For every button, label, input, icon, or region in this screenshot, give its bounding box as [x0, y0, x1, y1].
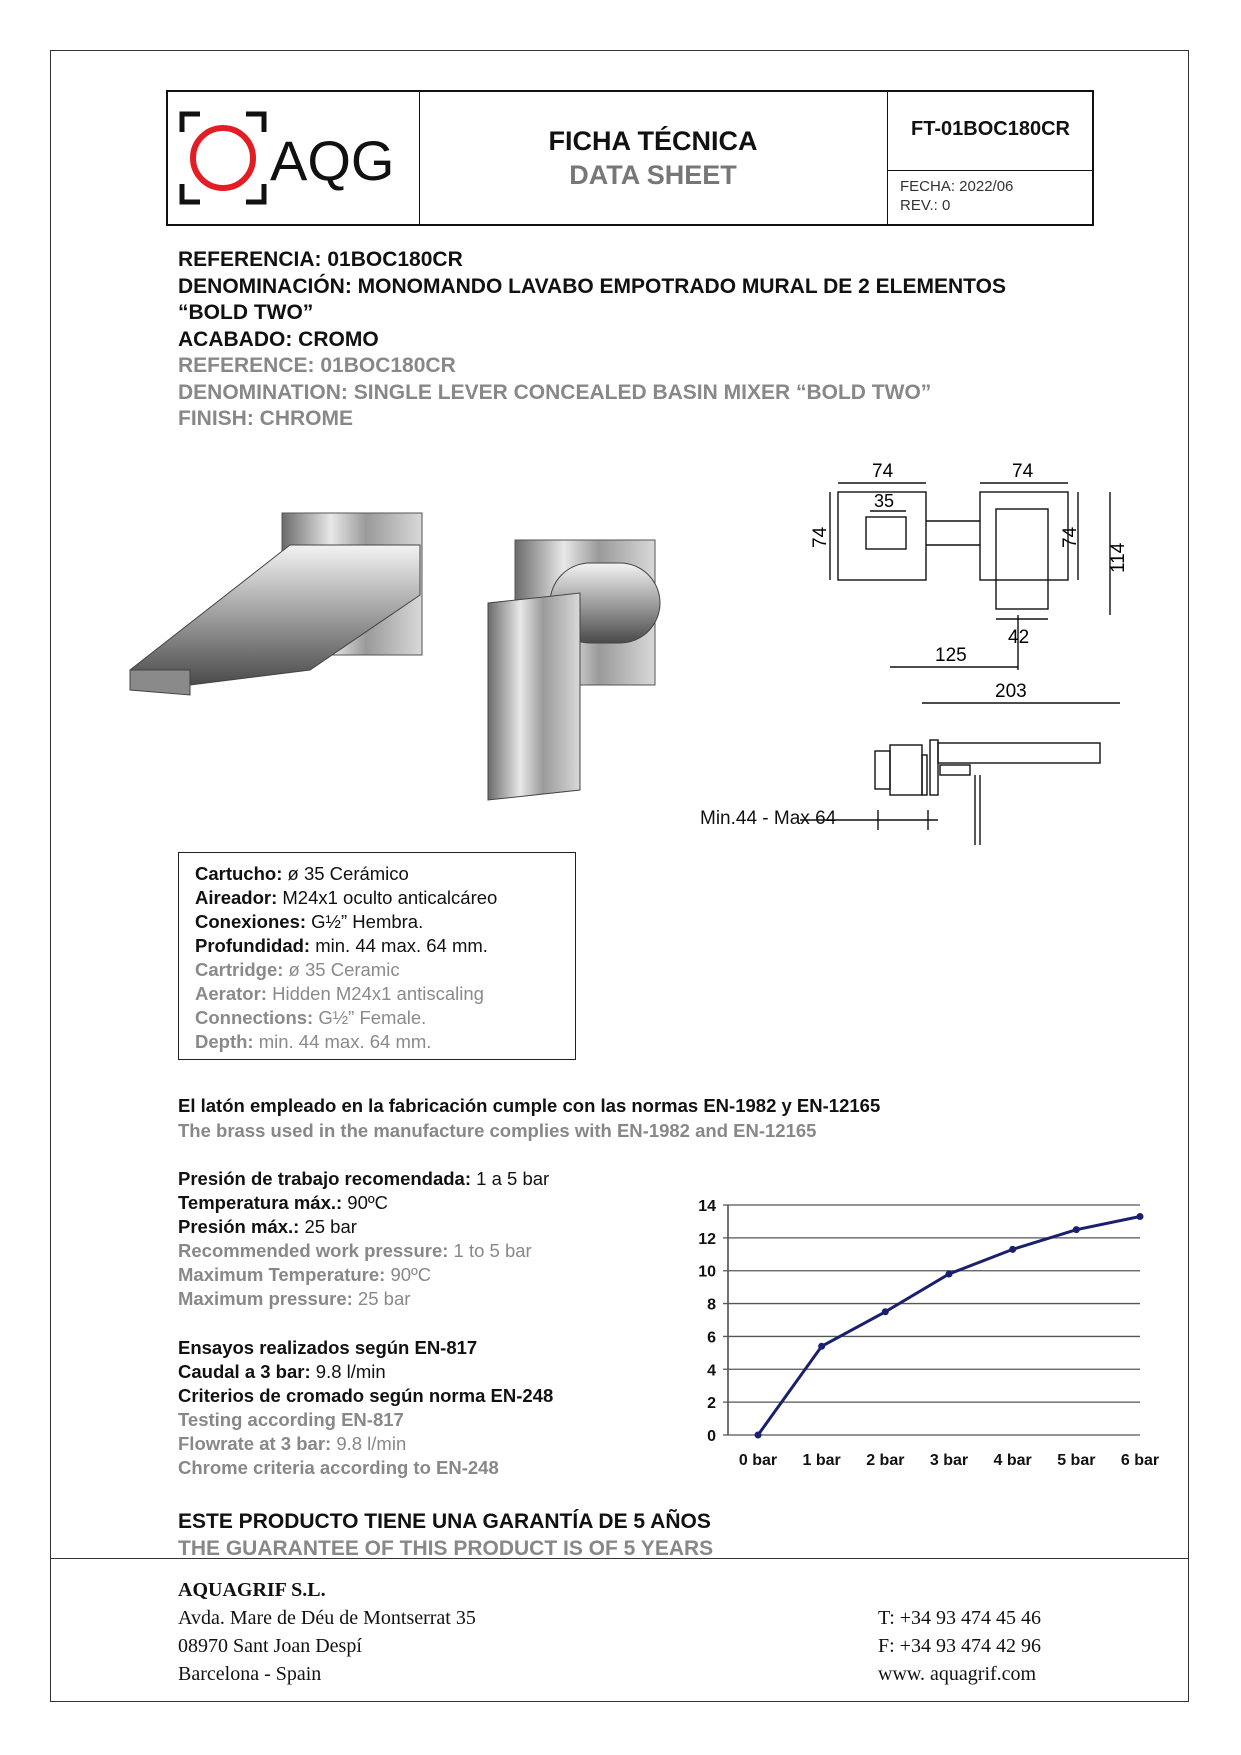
tests-en: Testing according EN-817 — [178, 1409, 404, 1430]
cartridge-en-value: ø 35 Ceramic — [283, 959, 400, 980]
x-tick-label: 1 bar — [802, 1452, 841, 1469]
data-point — [755, 1432, 762, 1439]
logo-cell — [168, 92, 420, 224]
y-tick-label: 8 — [707, 1296, 716, 1314]
max-temp-en-key: Maximum Temperature: — [178, 1264, 386, 1285]
footer-divider — [50, 1558, 1189, 1559]
guarantee-en: THE GUARANTEE OF THIS PRODUCT IS OF 5 YEARS — [178, 1537, 714, 1560]
specs-box — [178, 852, 576, 1060]
y-tick-label: 12 — [698, 1230, 716, 1248]
data-point — [946, 1271, 953, 1278]
x-tick-label: 5 bar — [1057, 1452, 1096, 1469]
connections-es-value: G½” Hembra. — [306, 911, 424, 932]
max-temp-es-value: 90ºC — [342, 1192, 389, 1213]
fax: F: +34 93 474 42 96 — [878, 1635, 1041, 1657]
dim-125: 125 — [935, 645, 967, 666]
work-pressure-en-key: Recommended work pressure: — [178, 1240, 449, 1261]
dim-74-c: 74 — [810, 526, 831, 548]
chrome-en: Chrome criteria according to EN-248 — [178, 1457, 499, 1478]
brass-en: The brass used in the manufacture complies with EN-1982 and EN-12165 — [178, 1120, 817, 1141]
flow-chart — [680, 1185, 1160, 1475]
address-line-2: 08970 Sant Joan Despí — [178, 1635, 362, 1657]
tests-info — [178, 1336, 618, 1480]
data-point — [1009, 1246, 1016, 1253]
connections-en-key: Connections: — [195, 1007, 314, 1028]
max-temp-es-key: Temperatura máx.: — [178, 1192, 343, 1213]
y-tick-label: 14 — [698, 1198, 716, 1215]
ref-es: REFERENCIA: 01BOC180CR — [178, 248, 463, 271]
pressure-info — [178, 1167, 618, 1311]
denom-es-1: DENOMINACIÓN: MONOMANDO LAVABO EMPOTRADO MURAL DE 2 ELEMENTOS — [178, 274, 1006, 298]
max-pressure-en-key: Maximum pressure: — [178, 1288, 353, 1309]
flow-es-key: Caudal a 3 bar: — [178, 1361, 311, 1382]
revision: REV.: 0 — [900, 197, 951, 214]
flow-en-value: 9.8 l/min — [331, 1433, 407, 1454]
title-es: FICHA TÉCNICA — [548, 126, 758, 156]
aerator-es-value: M24x1 oculto anticalcáreo — [277, 887, 498, 908]
aqg-logo — [168, 92, 419, 224]
finish-en: FINISH: CHROME — [178, 407, 353, 430]
data-point — [1137, 1213, 1144, 1220]
header-table — [166, 90, 1094, 226]
y-tick-label: 4 — [707, 1362, 716, 1380]
dim-42: 42 — [1008, 627, 1030, 648]
cartridge-en-key: Cartridge: — [195, 959, 284, 980]
dim-35: 35 — [874, 491, 895, 511]
address-line-1: Avda. Mare de Déu de Montserrat 35 — [178, 1607, 476, 1629]
dim-74-a: 74 — [872, 461, 894, 482]
y-tick-label: 0 — [707, 1428, 716, 1445]
product-image — [120, 495, 680, 815]
dim-203: 203 — [995, 681, 1027, 702]
brass-es: El latón empleado en la fabricación cumple con las normas EN-1982 y EN-12165 — [178, 1095, 881, 1116]
x-tick-label: 3 bar — [929, 1452, 969, 1469]
flow-en-key: Flowrate at 3 bar: — [178, 1433, 332, 1454]
company-name: AQUAGRIF S.L. — [178, 1579, 326, 1601]
max-pressure-es-key: Presión máx.: — [178, 1216, 300, 1237]
y-tick-label: 6 — [707, 1329, 716, 1347]
x-tick-label: 0 bar — [738, 1452, 778, 1469]
phone: T: +34 93 474 45 46 — [878, 1607, 1042, 1629]
company-address — [178, 1576, 476, 1688]
chrome-es: Criterios de cromado según norma EN-248 — [178, 1385, 554, 1406]
tests-es: Ensayos realizados según EN-817 — [178, 1337, 478, 1358]
x-tick-label: 4 bar — [993, 1452, 1032, 1469]
data-point — [818, 1343, 825, 1350]
dim-74-d: 74 — [1060, 526, 1081, 548]
guarantee-es: ESTE PRODUCTO TIENE UNA GARANTÍA DE 5 AÑOS — [178, 1510, 711, 1533]
depth-en-value: min. 44 max. 64 mm. — [253, 1031, 432, 1052]
aerator-en-value: Hidden M24x1 antiscaling — [266, 983, 484, 1004]
company-contact — [878, 1604, 1041, 1688]
brand-text: AQG — [270, 129, 395, 192]
website: www. aquagrif.com — [878, 1663, 1037, 1685]
product-info — [178, 247, 1138, 433]
max-pressure-es-value: 25 bar — [299, 1216, 357, 1237]
depth-range-label: Min.44 - Max 64 — [700, 808, 837, 829]
flow-es-value: 9.8 l/min — [310, 1361, 386, 1382]
x-tick-label: 6 bar — [1120, 1452, 1160, 1469]
address-line-3: Barcelona - Spain — [178, 1663, 322, 1685]
doc-code: FT-01BOC180CR — [911, 118, 1070, 140]
y-tick-label: 10 — [698, 1263, 716, 1281]
denom-en: DENOMINATION: SINGLE LEVER CONCEALED BASIN MIXER “BOLD TWO” — [178, 380, 932, 404]
finish-es: ACABADO: CROMO — [178, 327, 379, 351]
work-pressure-es-value: 1 a 5 bar — [471, 1168, 550, 1189]
max-temp-en-value: 90ºC — [385, 1264, 432, 1285]
connections-en-value: G½” Female. — [313, 1007, 427, 1028]
denom-es-2: “BOLD TWO” — [178, 301, 314, 324]
dim-114: 114 — [1108, 542, 1129, 573]
cartridge-es-value: ø 35 Cerámico — [282, 863, 409, 884]
x-tick-label: 2 bar — [866, 1452, 905, 1469]
y-tick-label: 2 — [707, 1395, 716, 1413]
work-pressure-es-key: Presión de trabajo recomendada: — [178, 1168, 472, 1189]
aerator-en-key: Aerator: — [195, 983, 267, 1004]
data-point — [1073, 1226, 1080, 1233]
technical-drawing — [800, 455, 1130, 855]
data-point — [882, 1308, 889, 1315]
connections-es-key: Conexiones: — [195, 911, 307, 932]
max-pressure-en-value: 25 bar — [352, 1288, 411, 1309]
work-pressure-en-value: 1 to 5 bar — [448, 1240, 532, 1261]
date: FECHA: 2022/06 — [900, 178, 1014, 195]
depth-es-value: min. 44 max. 64 mm. — [310, 935, 488, 956]
ref-en: REFERENCE: 01BOC180CR — [178, 354, 456, 377]
cartridge-es-key: Cartucho: — [195, 863, 283, 884]
dim-74-b: 74 — [1012, 461, 1034, 482]
title-en: DATA SHEET — [569, 160, 737, 190]
depth-es-key: Profundidad: — [195, 935, 311, 956]
aerator-es-key: Aireador: — [195, 887, 278, 908]
depth-en-key: Depth: — [195, 1031, 254, 1052]
code-cell — [887, 92, 1093, 224]
